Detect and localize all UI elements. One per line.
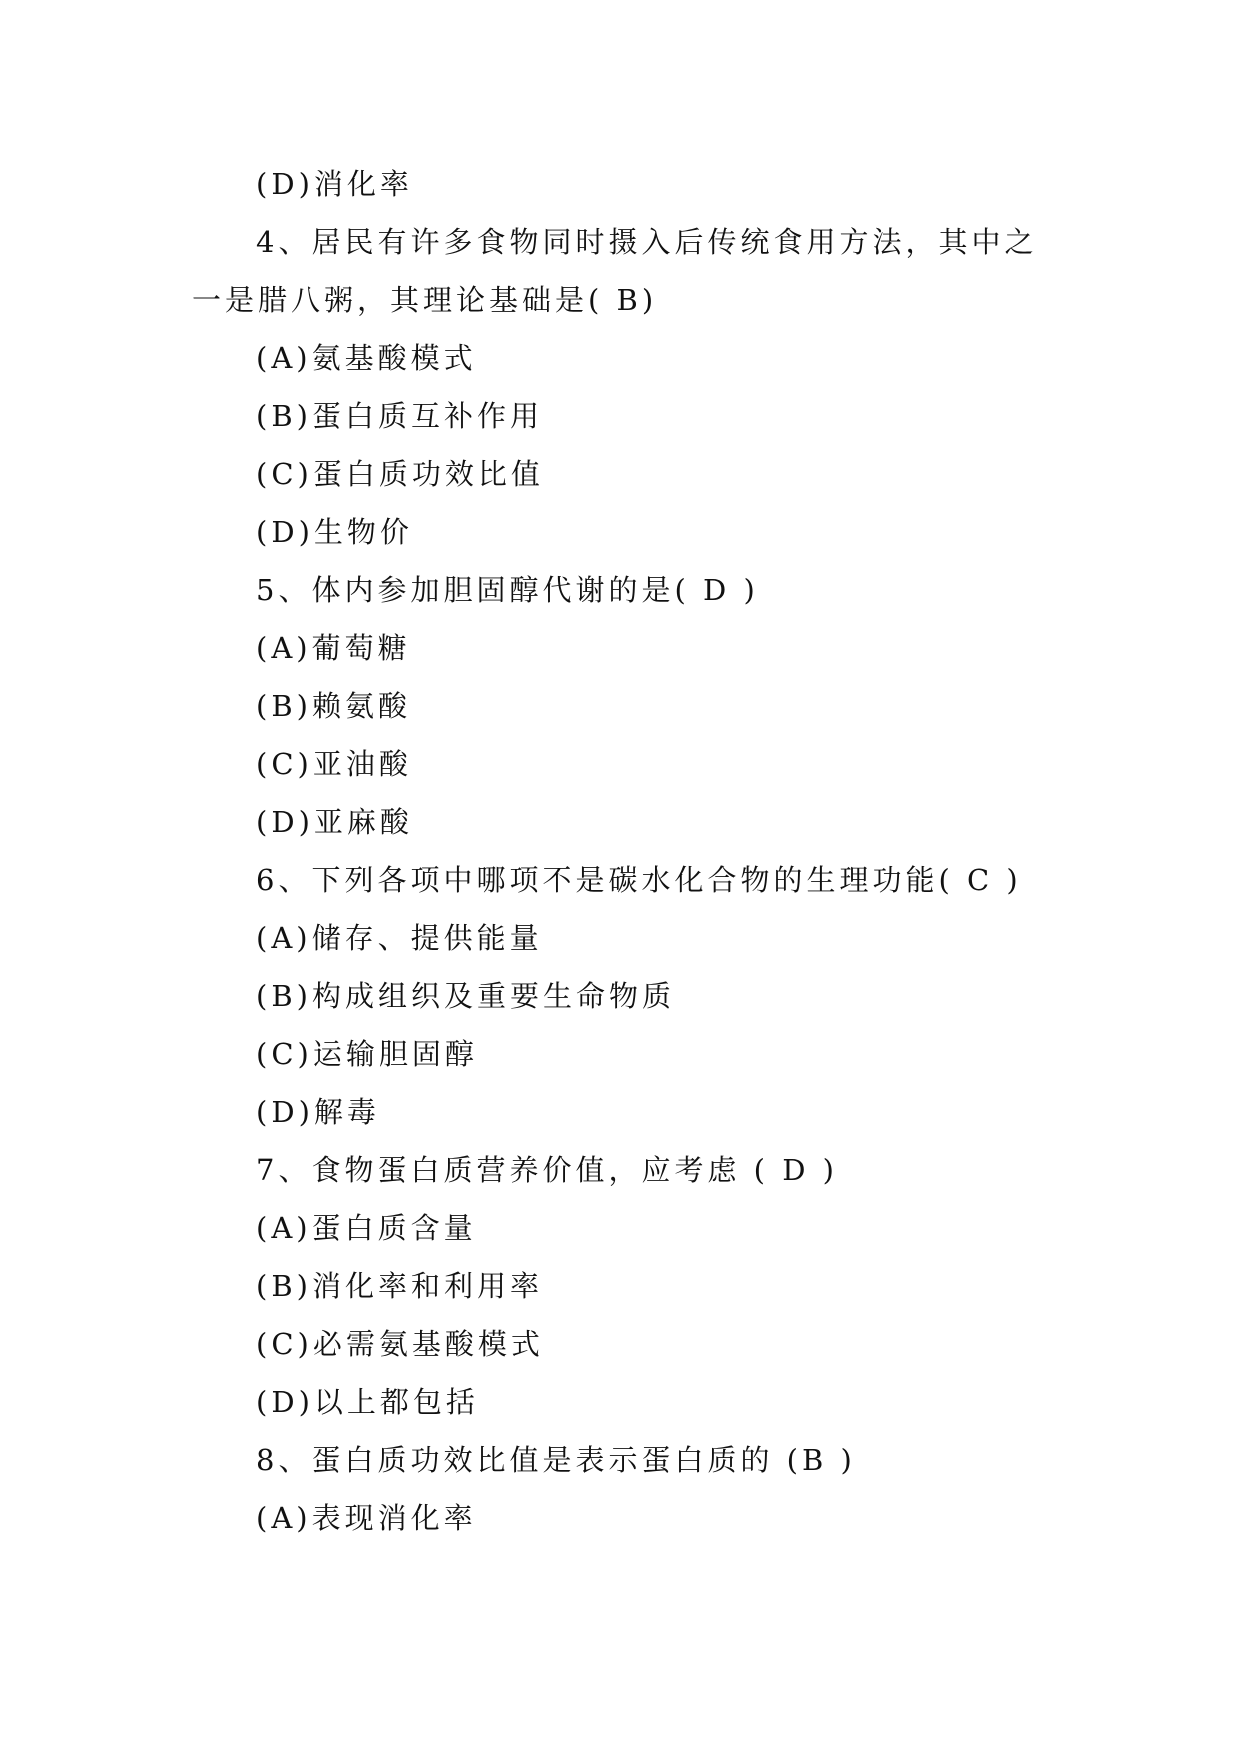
option-7-d: (D)以上都包括: [256, 1385, 479, 1419]
option-4-b: (B)蛋白质互补作用: [256, 399, 543, 433]
option-4-c: (C)蛋白质功效比值: [256, 457, 544, 491]
option-5-a: (A)葡萄糖: [256, 631, 411, 665]
option-6-a: (A)储存、提供能量: [256, 921, 543, 955]
question-4-line-2: 一是腊八粥，其理论基础是( B): [192, 283, 658, 317]
question-6: 6、下列各项中哪项不是碳水化合物的生理功能( C ): [256, 863, 1022, 897]
option-6-b: (B)构成组织及重要生命物质: [256, 979, 675, 1013]
question-7: 7、食物蛋白质营养价值，应考虑 ( D ): [256, 1153, 838, 1187]
option-5-d: (D)亚麻酸: [256, 805, 413, 839]
option-7-b: (B)消化率和利用率: [256, 1269, 543, 1303]
option-7-a: (A)蛋白质含量: [256, 1211, 477, 1245]
option-5-c: (C)亚油酸: [256, 747, 412, 781]
question-4-line-1: 4、居民有许多食物同时摄入后传统食用方法，其中之: [256, 225, 1038, 259]
option-3-d: (D)消化率: [256, 167, 413, 201]
option-6-c: (C)运输胆固醇: [256, 1037, 478, 1071]
question-8: 8、蛋白质功效比值是表示蛋白质的 (B ): [256, 1443, 856, 1477]
option-4-a: (A)氨基酸模式: [256, 341, 477, 375]
option-7-c: (C)必需氨基酸模式: [256, 1327, 544, 1361]
option-8-a: (A)表现消化率: [256, 1501, 477, 1535]
option-5-b: (B)赖氨酸: [256, 689, 411, 723]
option-6-d: (D)解毒: [256, 1095, 380, 1129]
option-4-d: (D)生物价: [256, 515, 413, 549]
question-5: 5、体内参加胆固醇代谢的是( D ): [256, 573, 759, 607]
